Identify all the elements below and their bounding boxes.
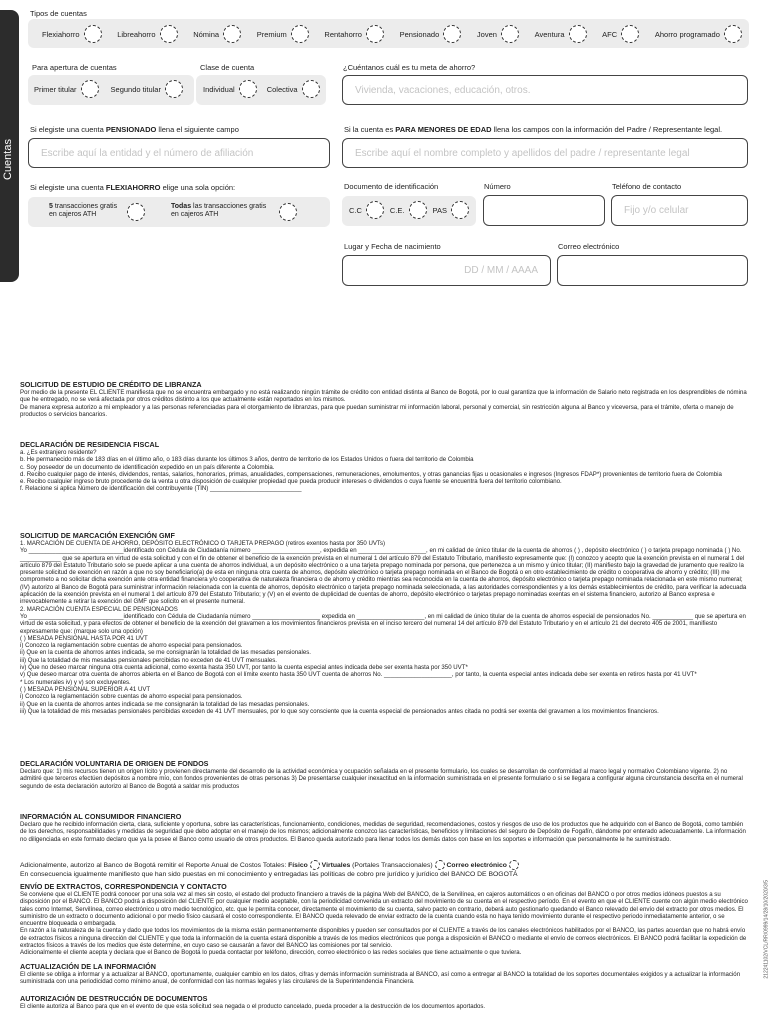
section-text: Declaro que: 1) mis recursos tienen un origen lícito y provienen directamente del desarrollo de la actividad económica y ocupación señalada en el presente formulario, los cuales se desarrollan de conformidad al marco legal y normativo Colombiano vigente. 2) no admitiré que terceros efectúen depósitos a nombre mío, con fondos provenientes de otras personas 3) De presentarse cualquier inexactitud en la información suministrada en el presente formulario o si se llegara a configurar alguna circunstancia descrita en el numeral segundo de esta declaración autorizo al Banco de Bogotá a saldar mis productos bbox=[20, 768, 743, 790]
phone-title: Teléfono de contacto bbox=[612, 182, 682, 191]
section-title: DECLARACIÓN VOLUNTARIA DE ORIGEN DE FONDOS bbox=[20, 759, 209, 768]
account-type-option[interactable]: Joven bbox=[477, 25, 519, 43]
section-text: Por medio de la presente EL CLIENTE manifiesta que no se encuentra embargado y no está realizando ningún trámite de crédito con entidad distinta al Banco de Bogotá, por lo cual garantiza que la información de Salario neto registrada en los desprendibles de nómina que he entregado, no se verá afectada por otros créditos distinto a los que actualmente están reportados en los mismos. De manera expresa autorizo a mi empleador y a las personas referenciadas para el otorgamiento de libranzas, para que puedan suministrar mi información laboral, personal y comercial, sin restricción alguna al Banco y viceversa, para el trámite, oferta o manejo de productos o servicios bancarios. bbox=[20, 389, 747, 418]
radio-circle-icon[interactable] bbox=[569, 25, 587, 43]
email-input[interactable] bbox=[557, 255, 748, 286]
flexi-option-5[interactable]: 5 transacciones gratis en cajeros ATH bbox=[49, 203, 118, 218]
radio-circle-icon[interactable] bbox=[724, 25, 742, 43]
opening-option-second[interactable]: Segundo titular bbox=[111, 80, 183, 98]
minors-input[interactable]: Escribe aquí el nombre completo y apellidos del padre / representante legal bbox=[342, 138, 748, 168]
account-type-option[interactable]: Libreahorro bbox=[117, 25, 177, 43]
section-text: Se conviene que el CLIENTE podrá conocer por una sola vez al mes sin costo, el estado del producto financiero a través de la página Web del BANCO, de la Servilínea, en cajeros automáticos o en oficinas del BANCO o por otros medios idóneos puestos a su disposición por el BANCO. El BANCO podrá a disposición del CLIENTE por cualquier medio aceptable, con la periodicidad convenida un extracto del movimiento de su cuenta en el respectivo período. En el evento en que el CLIENTE cuente con algún medio electrónico tales como Internet, Servilínea, correo electrónico u otro medio tecnológico, etc. que le permita conocer, directamente el movimiento de su cuenta, salvo pacto en contrario, deberá auto gestionarlo quedando el Banco relevado del envío del extracto por otros medios. El suministro de un extracto o documento adicional o por medio físico causará el costo correspondiente. El BANCO queda relevado de enviar extracto de la cuenta cuando esta no haya tenido movimiento durante el respectivo periodo inmediatamente anterior, o se encuentre bloqueada o embargada. En razón a la naturaleza de la cuenta y dado que todos los movimientos de la misma están permanentemente disponibles y pueden ser consultados por el CLIENTE a través de los canales electrónicos habilitados por el BANCO, las partes acuerdan que no habrá envío de extractos físicos a ninguna dirección del CLIENTE y que toda la información de la cuenta estará disponible a través de los medios electrónicos que ponga a disposición el BANCO o mediante el envío de correos electrónicos. El BANCO podrá facilitar la expedición de extractos físicos a través de los medios que éste determine, en cuyo caso se causarán a favor del BANCO las comisiones por tal servicio. Adicionalmente el cliente acepta y declara que el Banco de Bogotá lo pueda contactar por teléfono, dirección, correo electrónico o las redes sociales que tiene actualmente o que tuviera. bbox=[20, 891, 748, 957]
section-title: SOLICITUD DE ESTUDIO DE CRÉDITO DE LIBRANZA bbox=[20, 380, 202, 389]
minors-title: Si la cuenta es PARA MENORES DE EDAD llena los campos con la información del Padre / Representante legal. bbox=[344, 125, 723, 134]
radio-circle-icon[interactable] bbox=[409, 201, 427, 219]
id-option-pas[interactable]: PAS bbox=[433, 201, 469, 219]
radio-circle-icon[interactable] bbox=[310, 860, 320, 870]
opening-title: Para apertura de cuentas bbox=[32, 63, 117, 72]
radio-circle-icon[interactable] bbox=[279, 203, 297, 221]
radio-circle-icon[interactable] bbox=[451, 201, 469, 219]
account-type-option[interactable]: Aventura bbox=[535, 25, 587, 43]
number-title: Número bbox=[484, 182, 511, 191]
goal-title: ¿Cuéntanos cuál es tu meta de ahorro? bbox=[343, 63, 476, 72]
radio-circle-icon[interactable] bbox=[84, 25, 102, 43]
radio-circle-icon[interactable] bbox=[127, 203, 145, 221]
section-title: AUTORIZACIÓN DE DESTRUCCIÓN DE DOCUMENTOS bbox=[20, 994, 208, 1003]
side-tab bbox=[0, 10, 19, 282]
pensionado-input[interactable]: Escribe aquí la entidad y el número de afiliación bbox=[28, 138, 330, 168]
id-option-ce[interactable]: C.E. bbox=[390, 201, 427, 219]
opening-options bbox=[34, 80, 183, 98]
account-type-option[interactable]: Flexiahorro bbox=[42, 25, 102, 43]
account-types-title: Tipos de cuentas bbox=[30, 9, 87, 18]
class-option-colectiva[interactable]: Colectiva bbox=[267, 80, 320, 98]
opening-option-first[interactable]: Primer titular bbox=[34, 80, 99, 98]
report-line: Adicionalmente, autorizo al Banco de Bogotá remitir el Reporte Anual de Costos Totales: Físico Virtuales (Portales Transaccionales) Correo electrónico bbox=[20, 860, 519, 870]
section-text: El cliente autoriza al Banco para que en el evento de que esta solicitud sea negada o el producto cancelado, pueda proceder a la destrucción de los documentos aportados. bbox=[20, 1003, 486, 1010]
email-title: Correo electrónico bbox=[558, 242, 620, 251]
account-class-title: Clase de cuenta bbox=[200, 63, 255, 72]
section-text: 1. MARCACIÓN DE CUENTA DE AHORRO, DEPÓSITO ELECTRÓNICO O TARJETA PREPAGO (retiros exentos hasta por 350 UVTs) Yo ____________________________identificado con Cédula de Ciudadanía número ____________________, expedida en ____________________, en mi calidad de único titular de la cuenta de ahorros ( ) , depósito electrónico ( ) o tarjeta prepago nominada ( ) No. ____________ que se apertura en virtud de esta solicitud y con el fin de obtener el beneficio de la exención prevista en el numeral 1 del artículo 879 del Estatuto Tributario, manifiesto expresamente que: (I) conozco y acepto que la exención prevista en el numeral 1 del artículo 879 del Estatuto Tributario solo se puede aplicar a una cuenta de ahorros individual, a un depósito electrónico o a una tarjeta prepago nominada por persona, que pertenezca a un mismo y único titular; (II) manifiesto bajo la gravedad de juramento que realizo la presente solicitud de exención en razón a que no soy beneficiario(a) de esta en ninguna otra cuenta de ahorros, depósito electrónico o tarjeta prepago nominada en el Banco de Bogotá o en otro establecimiento de crédito o cooperativa de ahorro y crédito; (III) me comprometo a no solicitar dicha exención ante otra entidad financiera y/o cooperativa de naturaleza financiera o de ahorro y crédito mientras sea reconocida en la cuenta de ahorros, depósito electrónico o tarjeta prepago nominada relacionada en este mismo numeral; (IV) autorizo al Banco de Bogotá para suministrar información relacionada con la cuenta de ahorros, depósito electrónico o tarjeta prepago nominada seleccionada, a las autoridades correspondientes y a los demás establecimientos de crédito, para verificar la adecuada aplicación de la exención prevista en el numeral 1 del artículo 879 del Estatuto Tributario; y (V) en el evento de duplicidad de cuentas de ahorro, depósito electrónico o tarjetas prepago nominadas exentas en el sistema financiero, autorizo al Banco expresa e irrevocablemente a retirar la exención del GMF que solicito en el presente numeral. 2. MARCACIÓN CUENTA ESPECIAL DE PENSIONADOS Yo ____________________________identificado con Cédula de Ciudadanía número ____________________ expedida en ____________________, en mi calidad de único titular de la cuenta de ahorros especial de pensionados No. ____________ que se apertura en virtud de esta solicitud, y para efectos de obtener el beneficio de la exención del gravamen a los movimientos financieros prevista en el inciso tercero del numeral 14 del artículo 879 del Estatuto Tributario y en el artículo 21 del decreto 405 de 2001, manifiesto expresamente que: (marque solo una opción) ( ) MESADA PENSIONAL HASTA POR 41 UVT i) Conozco la reglamentación sobre cuentas de ahorro especial para pensionados. ii) Que en la cuenta de ahorros antes indicada, se me consignarán la totalidad de las mesadas pensionales. iii) Que la totalidad de mis mesadas pensionales percibidas no exceden de 41 UVT mensuales. iv) Que no deseo marcar ninguna otra cuenta adicional, como exenta hasta 350 UVT, por tanto la cuenta especial antes indicada debe ser exenta hasta por 350 UVT* v) Que deseo marcar otra cuenta de ahorros abierta en el Banco de Bogotá con el límite exento hasta 350 UVT cuenta de ahorros No. ____________________, por tanto, la cuenta especial antes indicada debe ser exenta en retiros hasta por 41 UVT* * Los numerales iv) y v) son excluyentes. ( ) MESADA PENSIONAL SUPERIOR A 41 UVT i) Conozco la reglamentación sobre cuentas de ahorro especial para pensionados. ii) Que en la cuenta de ahorros antes indicada se me consignarán la totalidad de las mesadas pensionales. iii) Que la totalidad de mis mesadas pensionales percibidas exceden de 41 UVT mensuales, por lo que soy consciente que la cuenta especial de pensionados antes citada no podrá ser exenta del gravamen a los movimientos financieros. bbox=[20, 540, 747, 715]
number-input[interactable] bbox=[483, 195, 605, 226]
id-doc-options bbox=[349, 201, 469, 219]
radio-circle-icon[interactable] bbox=[435, 860, 445, 870]
account-type-option[interactable]: Ahorro programado bbox=[655, 25, 742, 43]
section-title: SOLICITUD DE MARCACIÓN EXENCIÓN GMF bbox=[20, 531, 175, 540]
pensionado-title: Si elegiste una cuenta PENSIONADO llena el siguiente campo bbox=[30, 125, 239, 134]
account-type-option[interactable]: Rentahorro bbox=[324, 25, 384, 43]
id-doc-title: Documento de identificación bbox=[344, 182, 439, 191]
account-type-option[interactable]: Nómina bbox=[193, 25, 241, 43]
account-type-option[interactable]: Pensionado bbox=[400, 25, 462, 43]
radio-circle-icon[interactable] bbox=[291, 25, 309, 43]
id-option-cc[interactable]: C.C bbox=[349, 201, 384, 219]
form-code: 212241102/VCL/RR/0999/14/28/10/2020/3/5 bbox=[764, 880, 770, 979]
section-title: ACTUALIZACIÓN DE LA INFORMACIÓN bbox=[20, 962, 156, 971]
section-text: El cliente se obliga a informar y a actualizar al BANCO, oportunamente, cualquier cambio en los datos, cifras y demás información suministrada al BANCO, así como a entregar al BANCO la totalidad de los soportes documentales exigidos y a actualizar la información suministrada con una periodicidad como mínimo anual, de conformidad con las normas legales y las circulares de la Superintendencia Financiera. bbox=[20, 971, 741, 986]
section-title: INFORMACIÓN AL CONSUMIDOR FINANCIERO bbox=[20, 812, 182, 821]
radio-circle-icon[interactable] bbox=[239, 80, 257, 98]
section-text: a. ¿Es extranjero residente? b. He permanecido más de 183 días en el último año, o 183 días durante los últimos 3 años, dentro de territorio de los Estados Unidos o fuera del territorio de Colombia c. Soy poseedor de un documento de identificación expedido en un país diferente a Colombia. d. Recibo cualquier pago de interés, dividendos, rentas, salarios, honorarios, primas, anualidades, compensaciones, remuneraciones, emolumentos, y otras ganancias fijas u ocasionales e ingresos (Ingresos FDAP*) provenientes de territorio fuera de Colombia e. Recibo cualquier ingreso bruto procedente de la venta u otra disposición de cualquier propiedad que pueda producir intereses o dividendos o cuya fuente se encuentra fuera del territorio colombiano. f. Relacione si aplica Número de identificación del contribuyente (TIN) ___________________________ bbox=[20, 449, 722, 493]
radio-circle-icon[interactable] bbox=[366, 25, 384, 43]
account-type-option[interactable]: AFC bbox=[602, 25, 639, 43]
goal-input[interactable]: Vivienda, vacaciones, educación, otros. bbox=[342, 75, 748, 105]
flexi-title: Si elegiste una cuenta FLEXIAHORRO elige una sola opción: bbox=[30, 183, 236, 192]
birth-title: Lugar y Fecha de nacimiento bbox=[344, 242, 441, 251]
side-tab-label: Cuentas bbox=[2, 139, 14, 180]
account-type-option[interactable]: Premium bbox=[257, 25, 309, 43]
section-text: Declaro que he recibido información cierta, clara, suficiente y oportuna, sobre las características, funcionamiento, condiciones, medidas de seguridad, recomendaciones, costos y riesgos de uso de los productos que he adquirido con el Banco de Bogotá, como también de los derechos, responsabilidades y medidas de seguridad que debo adoptar en el manejo de los mismos; adicionalmente conozco las características, beneficios y limitaciones del seguro de Depósito de Fogafín, dándome por enterado adecuadamente. La información no diligenciada en este formato declaro que ya la posee el Banco como usuario de otros productos. El Banco queda autorizado para llenar todos los demás datos con base en los soportes e información que personalmente le he suministrado. bbox=[20, 821, 746, 843]
flexi-option-all[interactable]: Todas las transacciones gratis en cajeros ATH bbox=[171, 203, 267, 218]
radio-circle-icon[interactable] bbox=[160, 25, 178, 43]
section-title: ENVÍO DE EXTRACTOS, CORRESPONDENCIA Y CONTACTO bbox=[20, 882, 227, 891]
radio-circle-icon[interactable] bbox=[621, 25, 639, 43]
radio-circle-icon[interactable] bbox=[509, 860, 519, 870]
radio-circle-icon[interactable] bbox=[443, 25, 461, 43]
phone-input[interactable]: Fijo y/o celular bbox=[611, 195, 748, 226]
radio-circle-icon[interactable] bbox=[165, 80, 183, 98]
section-title: DECLARACIÓN DE RESIDENCIA FISCAL bbox=[20, 440, 160, 449]
radio-circle-icon[interactable] bbox=[366, 201, 384, 219]
report-consent: En consecuencia igualmente manifiesto que han sido puestas en mi conocimiento y entregadas las políticas de cobro pre jurídico y jurídico del BANCO DE BOGOTÁ bbox=[20, 871, 518, 878]
radio-circle-icon[interactable] bbox=[302, 80, 320, 98]
account-class-options bbox=[203, 80, 320, 98]
radio-circle-icon[interactable] bbox=[501, 25, 519, 43]
radio-circle-icon[interactable] bbox=[223, 25, 241, 43]
birth-input[interactable]: DD / MM / AAAA bbox=[342, 255, 551, 286]
class-option-individual[interactable]: Individual bbox=[203, 80, 257, 98]
radio-circle-icon[interactable] bbox=[81, 80, 99, 98]
account-types-options bbox=[42, 24, 742, 44]
